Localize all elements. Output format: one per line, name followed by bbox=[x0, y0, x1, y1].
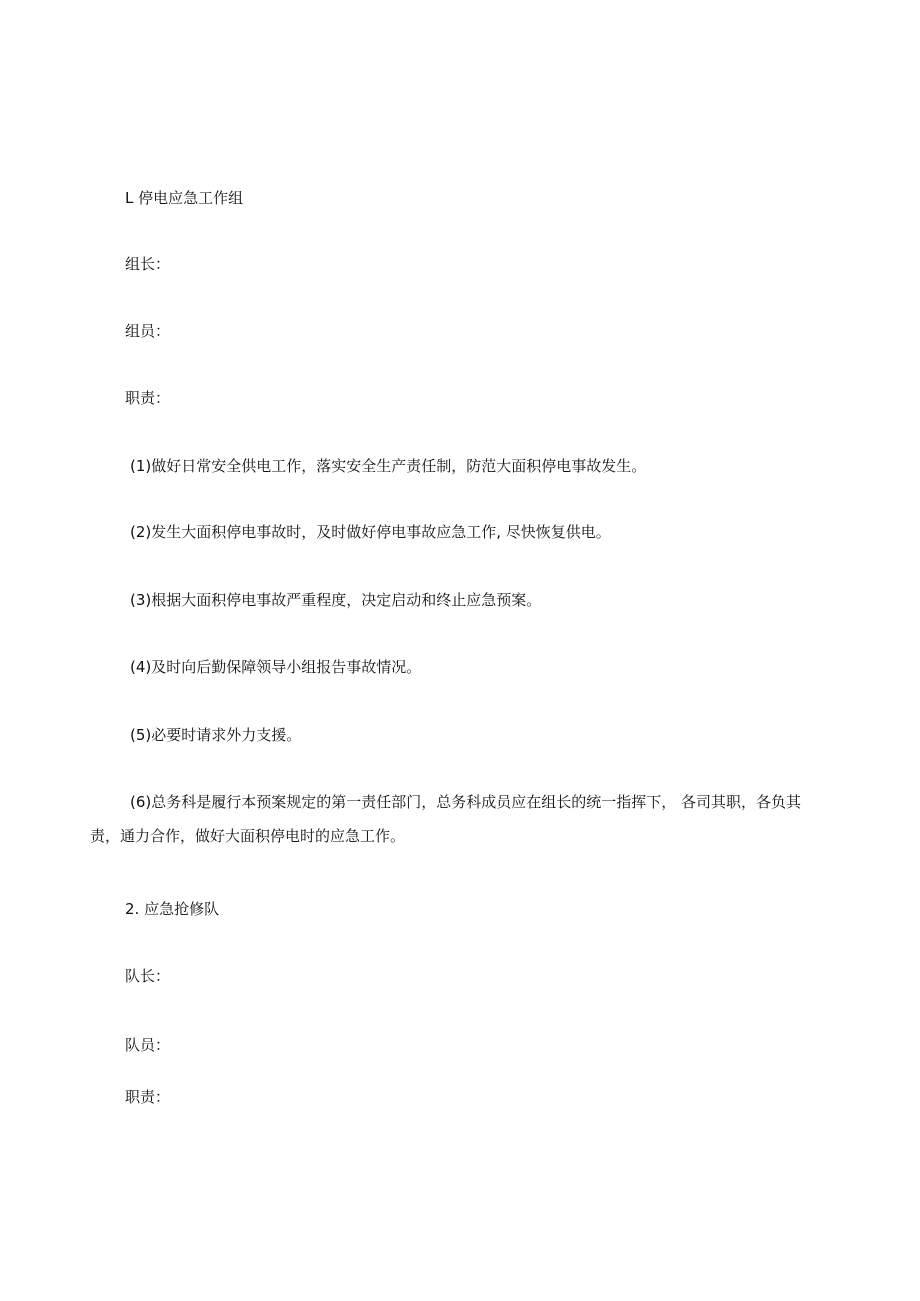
section-1-duties-label: 职责： bbox=[125, 389, 171, 407]
duty-item-3: (3)根据大面积停电事故严重程度，决定启动和终止应急预案。 bbox=[130, 591, 542, 609]
section-2-members-label: 队员： bbox=[125, 1036, 171, 1054]
duty-item-4: (4)及时向后勤保障领导小组报告事故情况。 bbox=[130, 658, 422, 676]
section-2-heading: 2. 应急抢修队 bbox=[125, 900, 220, 918]
duty-item-1: (1)做好日常安全供电工作，落实安全生产责任制，防范大面积停电事故发生。 bbox=[130, 457, 647, 475]
section-2-duties-label: 职责： bbox=[125, 1088, 171, 1106]
duty-item-6: (6)总务科是履行本预案规定的第一责任部门，总务科成员应在组长的统一指挥下， 各司其职，各负其责，通力合作，做好大面积停电时的应急工作。 bbox=[90, 793, 802, 845]
section-1-members-label: 组员： bbox=[125, 322, 171, 340]
duty-item-2: (2)发生大面积停电事故时，及时做好停电事故应急工作, 尽快恢复供电。 bbox=[130, 523, 611, 541]
duty-item-5: (5)必要时请求外力支援。 bbox=[130, 726, 302, 744]
section-1-heading: L 停电应急工作组 bbox=[125, 189, 244, 207]
section-1-leader-label: 组长： bbox=[125, 255, 171, 273]
section-2-leader-label: 队长： bbox=[125, 967, 171, 985]
